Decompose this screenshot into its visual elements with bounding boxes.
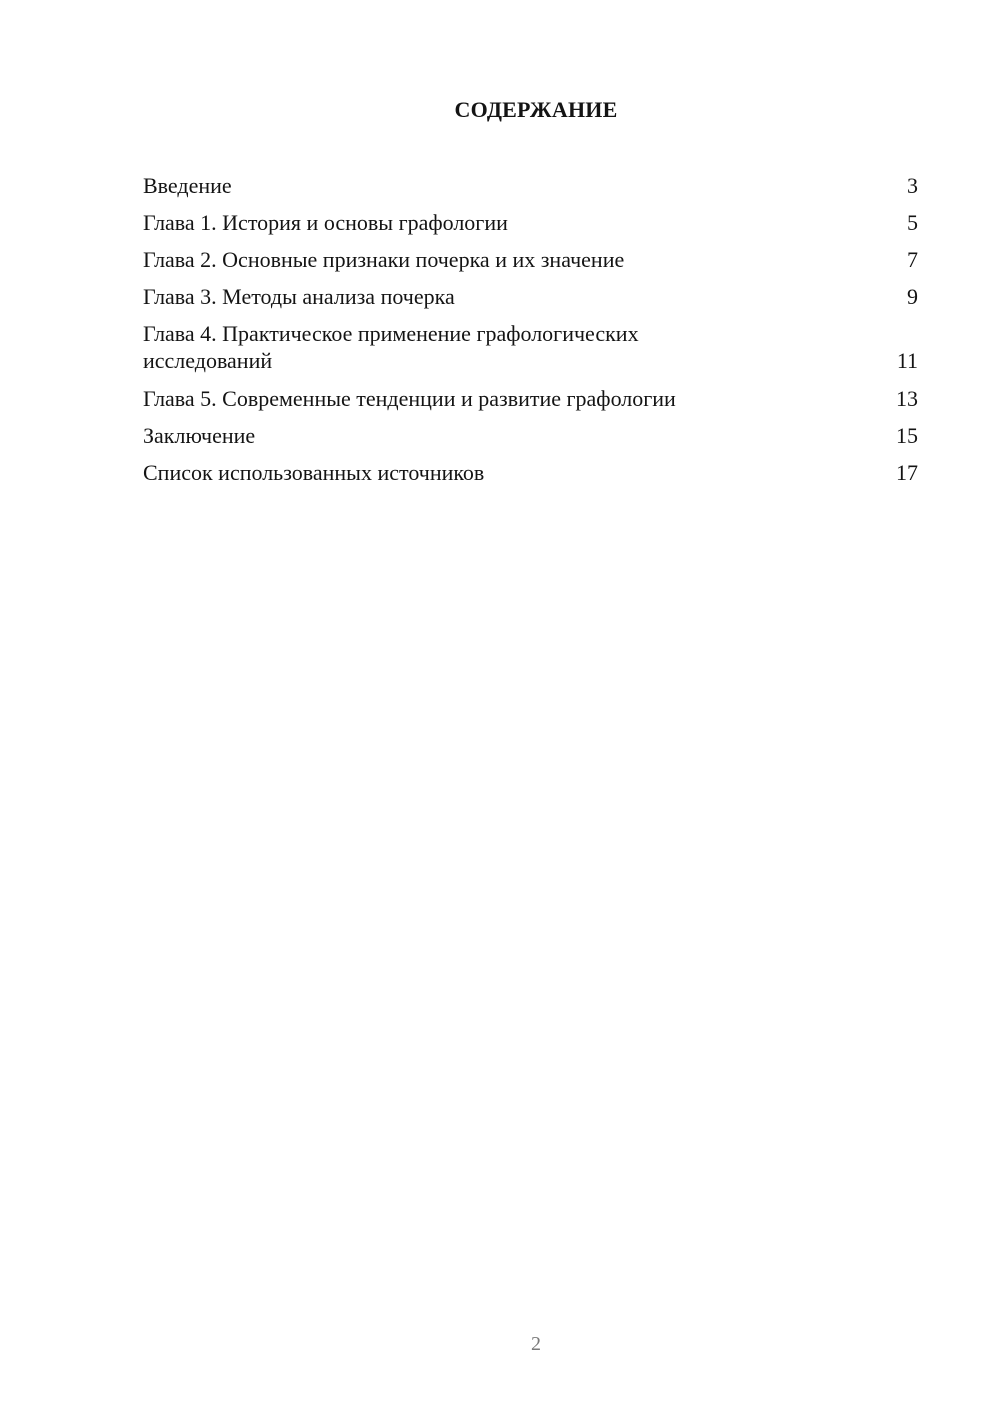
- page-number: 2: [531, 1333, 541, 1355]
- toc-entry-chapter-3[interactable]: [143, 283, 918, 310]
- toc-entry-conclusion[interactable]: [143, 422, 918, 449]
- toc-entry-label: Глава 5. Современные тенденции и развитие графологии: [143, 386, 676, 411]
- table-of-contents: [143, 172, 918, 496]
- toc-entry-label: Глава 2. Основные признаки почерка и их значение: [143, 247, 625, 272]
- toc-entry-page: 3: [907, 173, 918, 198]
- toc-entry-page: 17: [896, 460, 918, 485]
- toc-entry-label: Глава 3. Методы анализа почерка: [143, 284, 455, 309]
- toc-entry-page: 13: [896, 386, 918, 411]
- toc-entry-label: Глава 4. Практическое применение графологических исследований: [143, 321, 639, 373]
- toc-entry-introduction[interactable]: [143, 172, 918, 199]
- toc-entry-page: 7: [907, 247, 918, 272]
- toc-entry-label: Глава 1. История и основы графологии: [143, 210, 508, 235]
- toc-entry-label: Введение: [143, 173, 232, 198]
- toc-entry-page: 9: [907, 284, 918, 309]
- toc-entry-chapter-1[interactable]: [143, 209, 918, 236]
- toc-entry-page: 11: [896, 348, 918, 373]
- toc-entry-page: 5: [907, 210, 918, 235]
- toc-entry-chapter-2[interactable]: [143, 246, 918, 273]
- toc-entry-page: 15: [896, 423, 918, 448]
- toc-entry-label: Заключение: [143, 423, 256, 448]
- toc-entry-references[interactable]: [143, 459, 918, 486]
- toc-entry-chapter-4[interactable]: [143, 320, 918, 374]
- toc-entry-label: Список использованных источников: [143, 460, 485, 485]
- toc-entry-chapter-5[interactable]: [143, 385, 918, 412]
- page-title: СОДЕРЖАНИЕ: [454, 97, 618, 122]
